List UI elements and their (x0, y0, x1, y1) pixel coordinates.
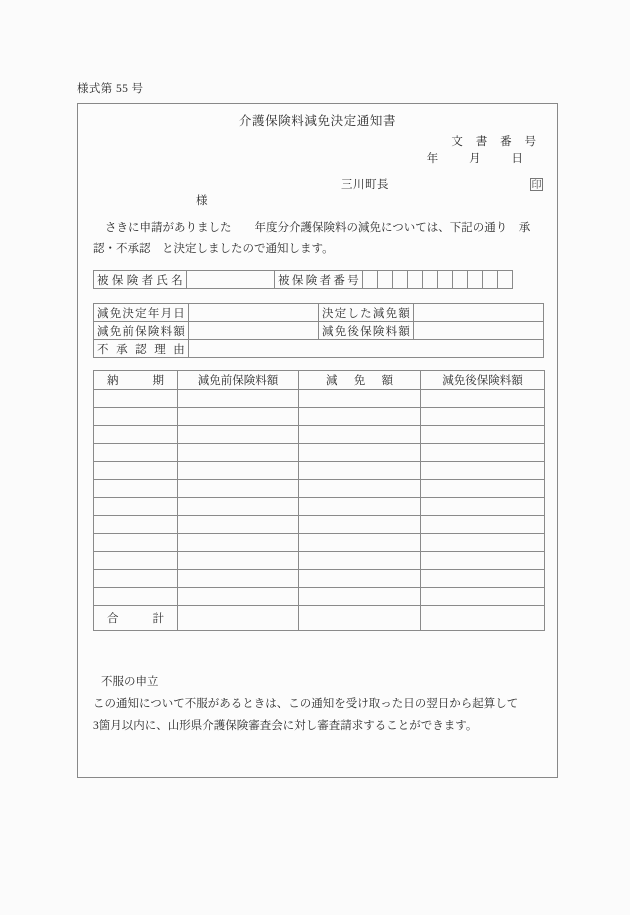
form-number: 様式第 55 号 (77, 83, 144, 95)
column-header-period: 納 期 (94, 371, 178, 390)
appeal-notice (93, 671, 543, 737)
cell-reduction[interactable] (299, 462, 421, 480)
addressee-honorific: 様 (196, 195, 208, 207)
cell-before[interactable] (178, 444, 299, 462)
cell-period[interactable] (94, 534, 178, 552)
table-row (94, 570, 545, 588)
cell-period[interactable] (94, 516, 178, 534)
cell-reduction[interactable] (299, 498, 421, 516)
premium-before-field[interactable] (189, 322, 319, 340)
insured-number-box-9[interactable] (483, 271, 498, 289)
cell-period[interactable] (94, 426, 178, 444)
column-header-reduction: 減 免 額 (299, 371, 421, 390)
cell-before[interactable] (178, 534, 299, 552)
body-line-2: 認・不承認 と決定しましたので通知します。 (93, 243, 334, 255)
cell-reduction[interactable] (299, 444, 421, 462)
appeal-heading: 不服の申立 (101, 676, 159, 688)
cell-before[interactable] (178, 498, 299, 516)
date-label: 年 月 日 (426, 153, 537, 165)
cell-after[interactable] (421, 570, 545, 588)
page-title: 介護保険料減免決定通知書 (238, 114, 397, 128)
table-row (94, 444, 545, 462)
installment-breakdown-table (93, 370, 545, 631)
issuer-row (323, 176, 543, 192)
rejection-reason-field[interactable] (189, 340, 544, 358)
insured-number-box-6[interactable] (438, 271, 453, 289)
total-before-field[interactable] (178, 606, 299, 631)
table-header-row (94, 371, 545, 390)
insured-person-table (93, 270, 513, 289)
insured-name-label: 被保険者氏名 (94, 271, 187, 289)
cell-after[interactable] (421, 426, 545, 444)
cell-period[interactable] (94, 498, 178, 516)
issuer-name: 三川町長 (341, 179, 389, 191)
cell-reduction[interactable] (299, 552, 421, 570)
decided-reduction-amount-label: 決定した減免額 (319, 304, 414, 322)
cell-reduction[interactable] (299, 588, 421, 606)
cell-period[interactable] (94, 552, 178, 570)
body-line-1: さきに申請がありました 年度分介護保険料の減免については、下記の通り 承 (105, 222, 531, 234)
document-frame (77, 103, 558, 778)
decision-date-label: 減免決定年月日 (94, 304, 189, 322)
premium-before-label: 減免前保険料額 (94, 322, 189, 340)
seal-icon: 印 (531, 179, 542, 191)
table-row (94, 304, 544, 322)
cell-period[interactable] (94, 588, 178, 606)
insured-number-box-3[interactable] (393, 271, 408, 289)
table-row (94, 462, 545, 480)
cell-before[interactable] (178, 588, 299, 606)
document-meta (427, 134, 543, 168)
cell-before[interactable] (178, 462, 299, 480)
table-row (94, 390, 545, 408)
table-total-row (94, 606, 545, 631)
insured-number-box-5[interactable] (423, 271, 438, 289)
cell-after[interactable] (421, 534, 545, 552)
cell-before[interactable] (178, 516, 299, 534)
cell-period[interactable] (94, 408, 178, 426)
premium-after-field[interactable] (414, 322, 544, 340)
installment-rows (94, 390, 545, 631)
cell-after[interactable] (421, 498, 545, 516)
cell-after[interactable] (421, 462, 545, 480)
cell-period[interactable] (94, 480, 178, 498)
insured-number-box-7[interactable] (453, 271, 468, 289)
cell-before[interactable] (178, 570, 299, 588)
insured-number-box-8[interactable] (468, 271, 483, 289)
column-header-before: 減免前保険料額 (178, 371, 299, 390)
insured-number-box-2[interactable] (378, 271, 393, 289)
table-row (94, 340, 544, 358)
table-row (94, 534, 545, 552)
column-header-after: 減免後保険料額 (421, 371, 545, 390)
table-row (94, 480, 545, 498)
premium-after-label: 減免後保険料額 (319, 322, 414, 340)
table-row (94, 552, 545, 570)
cell-before[interactable] (178, 552, 299, 570)
insured-number-box-4[interactable] (408, 271, 423, 289)
insured-number-box-1[interactable] (363, 271, 378, 289)
table-row (94, 271, 513, 289)
rejection-reason-label: 不 承 認 理 由 (94, 340, 189, 358)
cell-after[interactable] (421, 390, 545, 408)
cell-before[interactable] (178, 480, 299, 498)
cell-period[interactable] (94, 444, 178, 462)
cell-after[interactable] (421, 588, 545, 606)
cell-reduction[interactable] (299, 480, 421, 498)
appeal-line-2: 3箇月以内に、山形県介護保険審査会に対し審査請求することができます。 (93, 720, 478, 732)
cell-reduction[interactable] (299, 408, 421, 426)
document-number-label: 文 書 番 号 (451, 136, 541, 148)
cell-after[interactable] (421, 444, 545, 462)
insured-number-box-10[interactable] (498, 271, 513, 289)
decision-details-table (93, 303, 544, 358)
table-row (94, 498, 545, 516)
decision-date-field[interactable] (189, 304, 319, 322)
table-row (94, 516, 545, 534)
insured-number-label: 被保険者番号 (275, 271, 363, 289)
insured-name-field[interactable] (187, 271, 275, 289)
cell-reduction[interactable] (299, 390, 421, 408)
table-row (94, 588, 545, 606)
cell-period[interactable] (94, 570, 178, 588)
cell-before[interactable] (178, 426, 299, 444)
cell-after[interactable] (421, 516, 545, 534)
decided-reduction-amount-field[interactable] (414, 304, 544, 322)
total-reduction-field[interactable] (299, 606, 421, 631)
cell-reduction[interactable] (299, 426, 421, 444)
cell-before[interactable] (178, 408, 299, 426)
cell-after[interactable] (421, 408, 545, 426)
appeal-line-1: この通知について不服があるときは、この通知を受け取った日の翌日から起算して (93, 698, 519, 710)
body-paragraph (93, 218, 543, 260)
cell-reduction[interactable] (299, 534, 421, 552)
cell-reduction[interactable] (299, 570, 421, 588)
table-row (94, 426, 545, 444)
cell-period[interactable] (94, 390, 178, 408)
cell-after[interactable] (421, 552, 545, 570)
table-row (94, 408, 545, 426)
total-label: 合 計 (94, 606, 178, 631)
cell-after[interactable] (421, 480, 545, 498)
total-after-field[interactable] (421, 606, 545, 631)
table-row (94, 322, 544, 340)
cell-reduction[interactable] (299, 516, 421, 534)
cell-period[interactable] (94, 462, 178, 480)
cell-before[interactable] (178, 390, 299, 408)
